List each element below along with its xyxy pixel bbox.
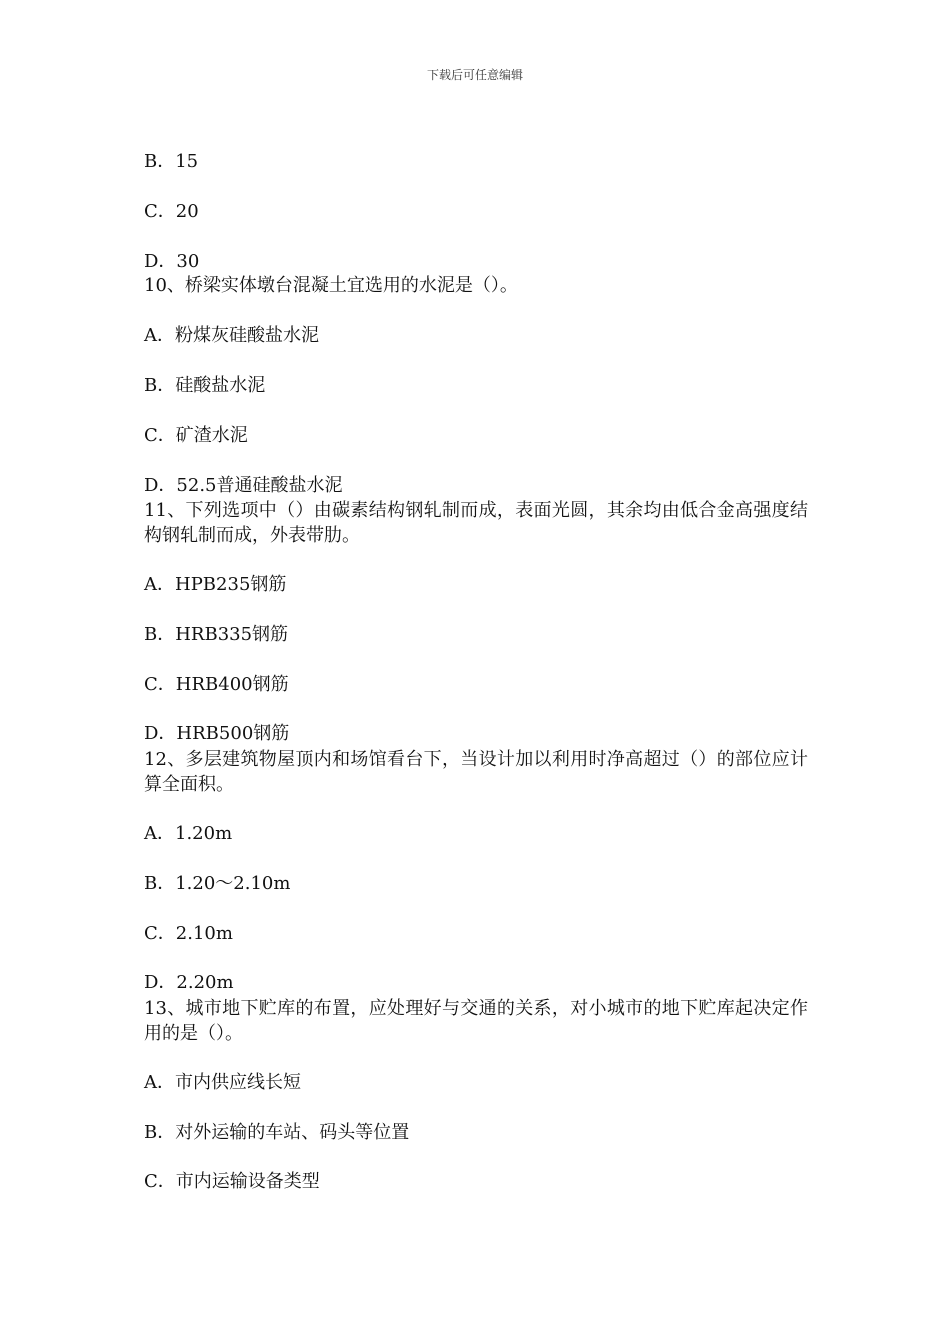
option-9-c: C．20 bbox=[144, 201, 199, 222]
option-13-a: A．市内供应线长短 bbox=[144, 1072, 301, 1093]
option-9-b: B．15 bbox=[144, 151, 199, 172]
option-11-a: A．HPB235钢筋 bbox=[144, 574, 287, 595]
option-12-d: D．2.20m bbox=[144, 972, 234, 993]
page-header: 下载后可任意编辑 bbox=[426, 68, 523, 82]
option-13-b: B．对外运输的车站、码头等位置 bbox=[144, 1122, 410, 1143]
option-11-d: D．HRB500钢筋 bbox=[144, 723, 290, 744]
question-13: 13、城市地下贮库的布置，应处理好与交通的关系，对小城市的地下贮库起决定作用的是（）。 bbox=[144, 998, 808, 1044]
question-12: 12、多层建筑物屋顶内和场馆看台下，当设计加以利用时净高超过（）的部位应计算全面积。 bbox=[144, 749, 808, 795]
option-11-b: B．HRB335钢筋 bbox=[144, 624, 289, 645]
option-10-c: C．矿渣水泥 bbox=[144, 425, 248, 446]
question-11: 11、下列选项中（）由碳素结构钢轧制而成，表面光圆，其余均由低合金高强度结构钢轧制而成，外表带肋。 bbox=[144, 500, 808, 546]
option-10-d: D．52.5普通硅酸盐水泥 bbox=[144, 475, 343, 496]
question-10: 10、桥梁实体墩台混凝土宜选用的水泥是（）。 bbox=[144, 275, 518, 296]
option-11-c: C．HRB400钢筋 bbox=[144, 674, 289, 695]
option-12-c: C．2.10m bbox=[144, 923, 233, 944]
option-13-c: C．市内运输设备类型 bbox=[144, 1171, 320, 1192]
option-12-a: A．1.20m bbox=[144, 823, 233, 844]
option-12-b: B．1.20～2.10m bbox=[144, 873, 291, 894]
option-9-d: D．30 bbox=[144, 251, 200, 272]
option-10-a: A．粉煤灰硅酸盐水泥 bbox=[144, 325, 319, 346]
option-10-b: B．硅酸盐水泥 bbox=[144, 375, 266, 396]
